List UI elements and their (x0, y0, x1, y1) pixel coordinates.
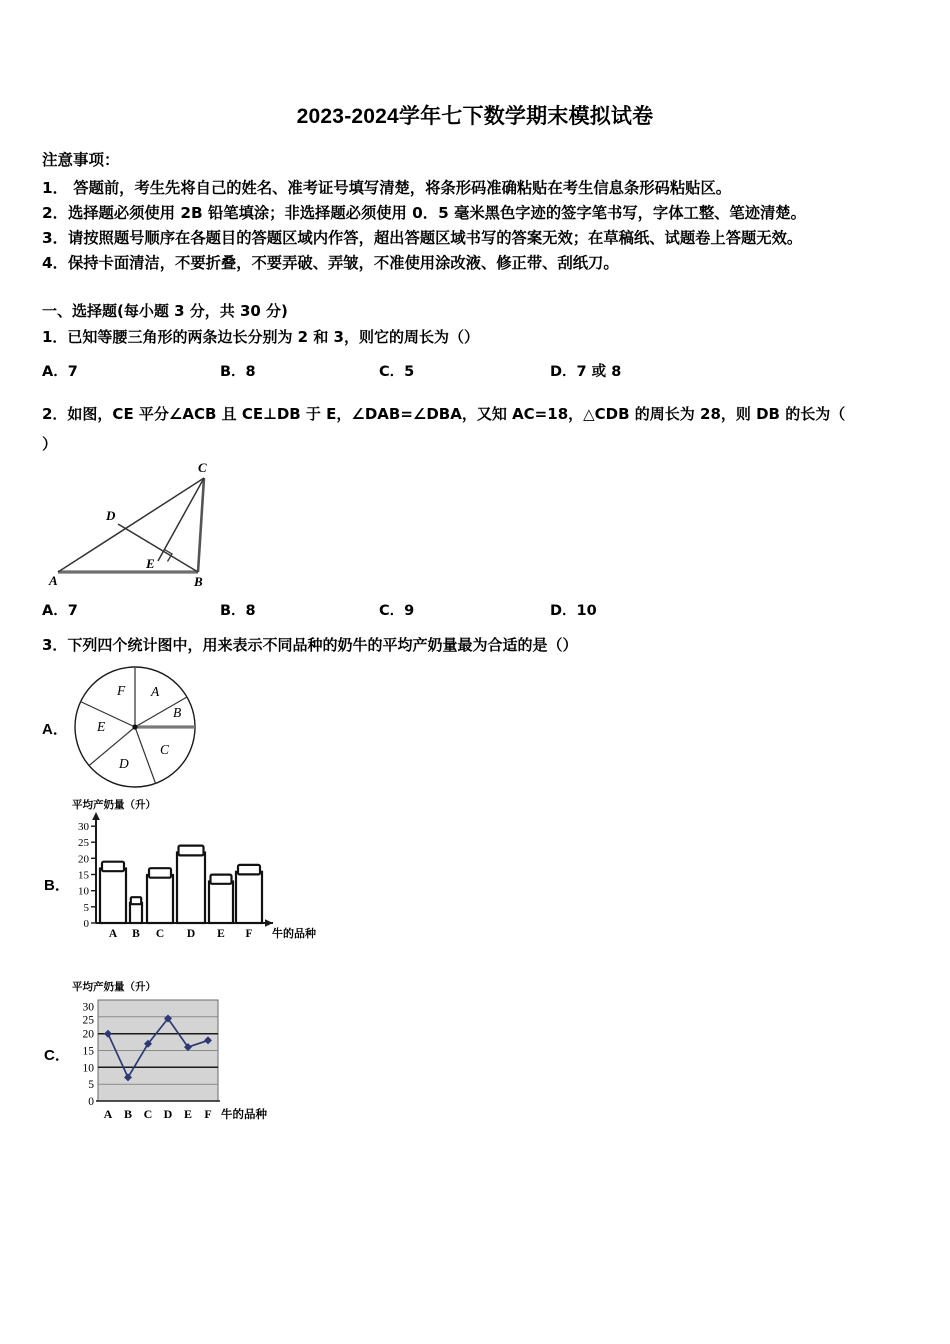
line-chart-y-tick-labels (83, 1002, 95, 1109)
line-ytick-20: 20 (82, 1028, 94, 1041)
notice-item: 1． 答题前，考生先将自己的姓名、准考证号填写清楚，将条形码准确粘贴在考生信息条形码粘贴区。 (42, 179, 732, 197)
label-vertex-c: C (198, 460, 207, 475)
pie-label-a: A (151, 684, 160, 699)
bar-chart-y-arrow (92, 812, 100, 820)
question-3-option-c-letter[interactable]: C． (44, 1047, 70, 1064)
bar-ytick-25: 25 (78, 837, 89, 850)
label-vertex-a: A (49, 573, 58, 588)
pie-label-d: D (119, 756, 129, 771)
segment-ce (158, 478, 204, 561)
question-3-option-b-letter[interactable]: B． (44, 877, 70, 894)
line-chart-x-tick-labels (104, 1107, 212, 1121)
line-xtick-b: B (123, 1107, 133, 1121)
question-2-option-b[interactable]: B．8 (220, 603, 256, 619)
page-title: 2023-2024学年七下数学期末模拟试卷 (296, 105, 654, 128)
bar-item-f (236, 865, 262, 923)
question-3-option-a-letter[interactable]: A． (42, 721, 68, 738)
question-1-option-c[interactable]: C．5 (379, 364, 415, 380)
question-1-stem: 1．已知等腰三角形的两条边长分别为 2 和 3，则它的周长为（） (42, 328, 479, 346)
question-2-option-d[interactable]: D．10 (550, 603, 597, 619)
pie-label-f: F (117, 683, 126, 698)
question-1-option-a[interactable]: A．7 (42, 364, 78, 380)
line-xtick-f: F (204, 1107, 212, 1121)
bar-item-a (100, 862, 126, 923)
bar-ytick-20: 20 (78, 853, 89, 866)
pie-label-c: C (160, 742, 170, 757)
bar-item-c (147, 868, 173, 923)
question-2-stem-continued: ） (42, 435, 58, 453)
bar-ytick-0: 0 (83, 918, 89, 930)
line-chart-xlabel: 牛的品种 (221, 1107, 267, 1121)
pie-label-b: B (173, 705, 182, 720)
pie-center-dot (132, 724, 137, 729)
bar-ytick-10: 10 (78, 885, 89, 898)
bar-ytick-5: 5 (83, 901, 89, 914)
question-1-option-b[interactable]: B．8 (220, 364, 256, 380)
line-xtick-d: D (163, 1107, 173, 1121)
bar-ytick-30: 30 (78, 821, 89, 834)
bar-item-e (209, 875, 233, 923)
bar-chart-x-arrow (265, 919, 273, 927)
segment-ac (58, 478, 204, 572)
question-3-stem: 3．下列四个统计图中，用来表示不同品种的奶牛的平均产奶量最为合适的是（） (42, 636, 578, 654)
bar-chart-x-tick-labels (109, 928, 253, 940)
section-heading: 一、选择题(每小题 3 分，共 30 分) (42, 302, 288, 320)
question-2-option-a[interactable]: A．7 (42, 603, 78, 619)
right-angle-mark (165, 550, 173, 562)
segment-bc (198, 478, 204, 572)
question-2-stem: 2．如图，CE 平分∠ACB 且 CE⊥DB 于 E，∠DAB=∠DBA，又知 AC=18，△CDB 的周长为 28，则 DB 的长为（ (42, 405, 846, 423)
bar-xtick-d: D (186, 928, 196, 940)
bar-chart-ylabel: 平均产奶量（升） (72, 799, 156, 811)
bar-xtick-c: C (155, 928, 165, 940)
bar-xtick-f: F (245, 928, 253, 940)
bar-ytick-15: 15 (78, 869, 89, 882)
question-2-triangle-diagram (36, 458, 256, 588)
line-chart-ylabel: 平均产奶量（升） (72, 981, 156, 993)
notice-list (42, 176, 922, 276)
option-c-line-chart[interactable] (58, 978, 328, 1130)
option-a-pie-chart[interactable] (72, 664, 198, 790)
line-ytick-5: 5 (88, 1079, 94, 1092)
notice-heading: 注意事项： (42, 151, 120, 169)
notice-item: 4．保持卡面清洁，不要折叠，不要弄破、弄皱，不准使用涂改液、修正带、刮纸刀。 (42, 254, 619, 272)
question-2-option-c[interactable]: C．9 (379, 603, 415, 619)
option-b-bar-chart[interactable] (58, 796, 318, 948)
line-xtick-a: A (103, 1107, 113, 1121)
line-xtick-c: C (143, 1107, 153, 1121)
line-ytick-15: 15 (82, 1045, 94, 1058)
label-vertex-b: B (194, 574, 203, 588)
notice-item: 2．选择题必须使用 2B 铅笔填涂；非选择题必须使用 0．5 毫米黑色字迹的签字笔书写，字体工整、笔迹清楚。 (42, 204, 806, 222)
segment-db (118, 524, 198, 572)
label-vertex-e: E (146, 556, 155, 571)
line-ytick-10: 10 (82, 1062, 94, 1075)
bar-xtick-e: E (217, 928, 225, 940)
notice-item: 3．请按照题号顺序在各题目的答题区域内作答，超出答题区域书写的答案无效；在草稿纸、试题卷上答题无效。 (42, 229, 803, 247)
line-ytick-30: 30 (82, 1001, 94, 1014)
line-ytick-0: 0 (88, 1096, 94, 1108)
bar-item-d (177, 846, 205, 923)
pie-label-e: E (97, 719, 106, 734)
bar-chart-xlabel: 牛的品种 (272, 927, 316, 940)
line-ytick-25: 25 (82, 1014, 94, 1027)
line-xtick-e: E (183, 1107, 193, 1121)
bar-item-b (130, 897, 142, 923)
bar-chart-y-tick-labels (78, 821, 90, 930)
bar-xtick-b: B (132, 928, 140, 940)
bar-xtick-a: A (108, 928, 118, 940)
question-1-option-d[interactable]: D．7 或 8 (550, 364, 622, 380)
label-vertex-d: D (106, 508, 116, 523)
